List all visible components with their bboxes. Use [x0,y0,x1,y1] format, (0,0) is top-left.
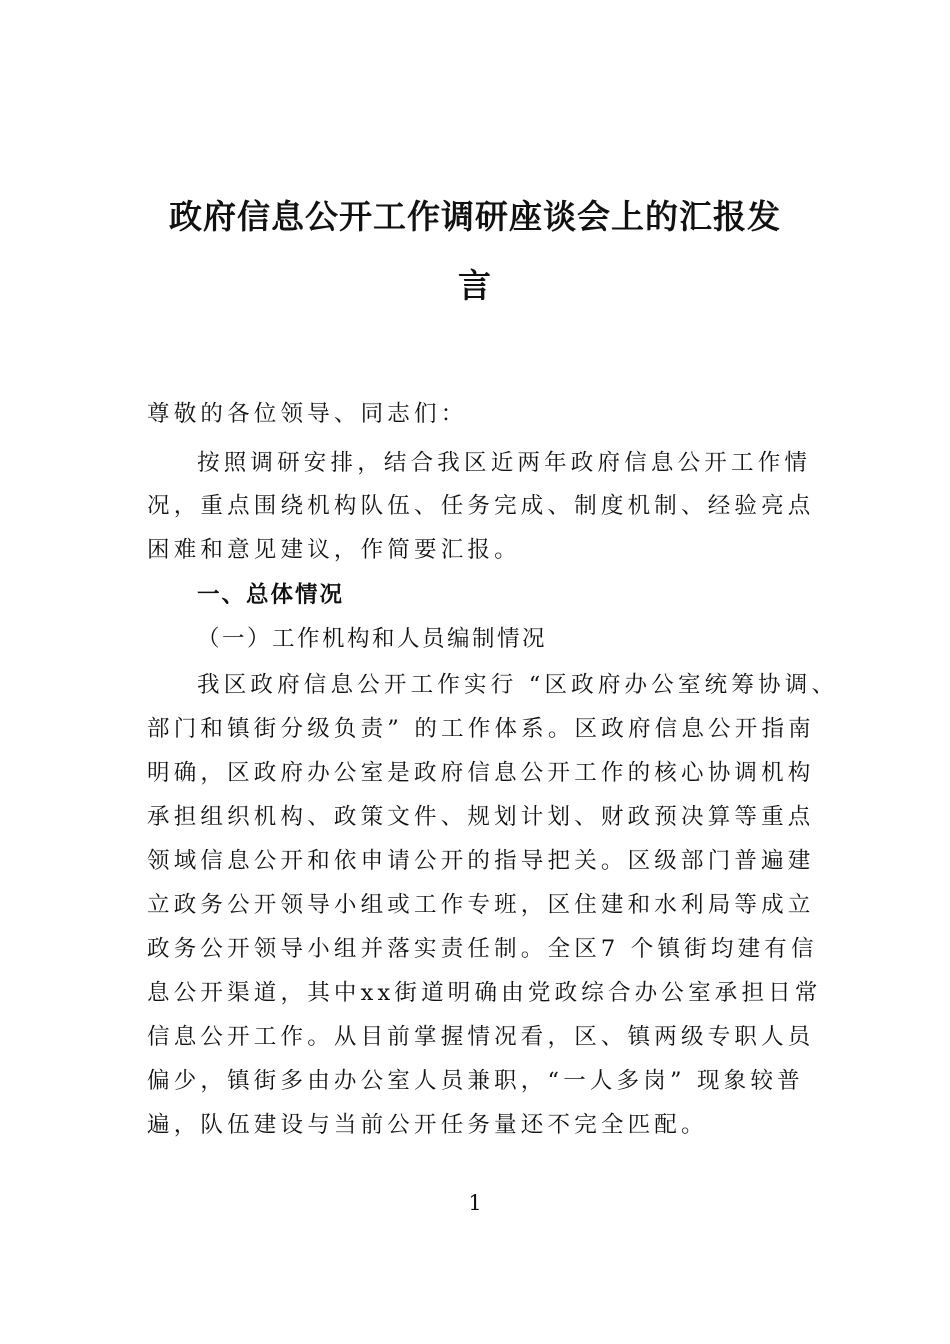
paragraph-line-5: 领域信息公开和依申请公开的指导把关。区级部门普遍建 [147,848,815,874]
page-number: 1 [468,1191,482,1215]
salutation: 尊敬的各位领导、同志们： [147,401,468,427]
intro-line-2: 况，重点围绕机构队伍、任务完成、制度机制、经验亮点 [147,493,815,519]
paragraph-line-11: 遍，队伍建设与当前公开任务量还不完全匹配。 [147,1112,708,1138]
section-heading-overall: 一、总体情况 [197,582,345,608]
paragraph-line-10: 偏少，镇街多由办公室人员兼职，“一人多岗” 现象较普 [147,1068,804,1094]
paragraph-line-1: 我区政府信息公开工作实行 “区政府办公室统筹协调、 [197,672,839,698]
intro-line-3: 困难和意见建议，作简要汇报。 [147,537,521,563]
paragraph-line-8: 息公开渠道，其中xx街道明确由党政综合办公室承担日常 [147,980,822,1006]
paragraph-line-3: 明确，区政府办公室是政府信息公开工作的核心协调机构 [147,760,815,786]
paragraph-line-4: 承担组织机构、政策文件、规划计划、财政预决算等重点 [147,804,815,830]
paragraph-line-9: 信息公开工作。从目前掌握情况看，区、镇两级专职人员 [147,1024,815,1050]
paragraph-line-6: 立政务公开领导小组或工作专班，区住建和水利局等成立 [147,892,815,918]
paragraph-line-7: 政务公开领导小组并落实责任制。全区7 个镇街均建有信 [147,936,818,962]
subsection-heading-organization: （一）工作机构和人员编制情况 [197,626,548,652]
document-title-line-1: 政府信息公开工作调研座谈会上的汇报发 [169,197,781,236]
intro-line-1: 按照调研安排，结合我区近两年政府信息公开工作情 [197,450,812,476]
paragraph-line-2: 部门和镇街分级负责” 的工作体系。区政府信息公开指南 [147,716,815,742]
document-title-line-2: 言 [458,266,492,305]
